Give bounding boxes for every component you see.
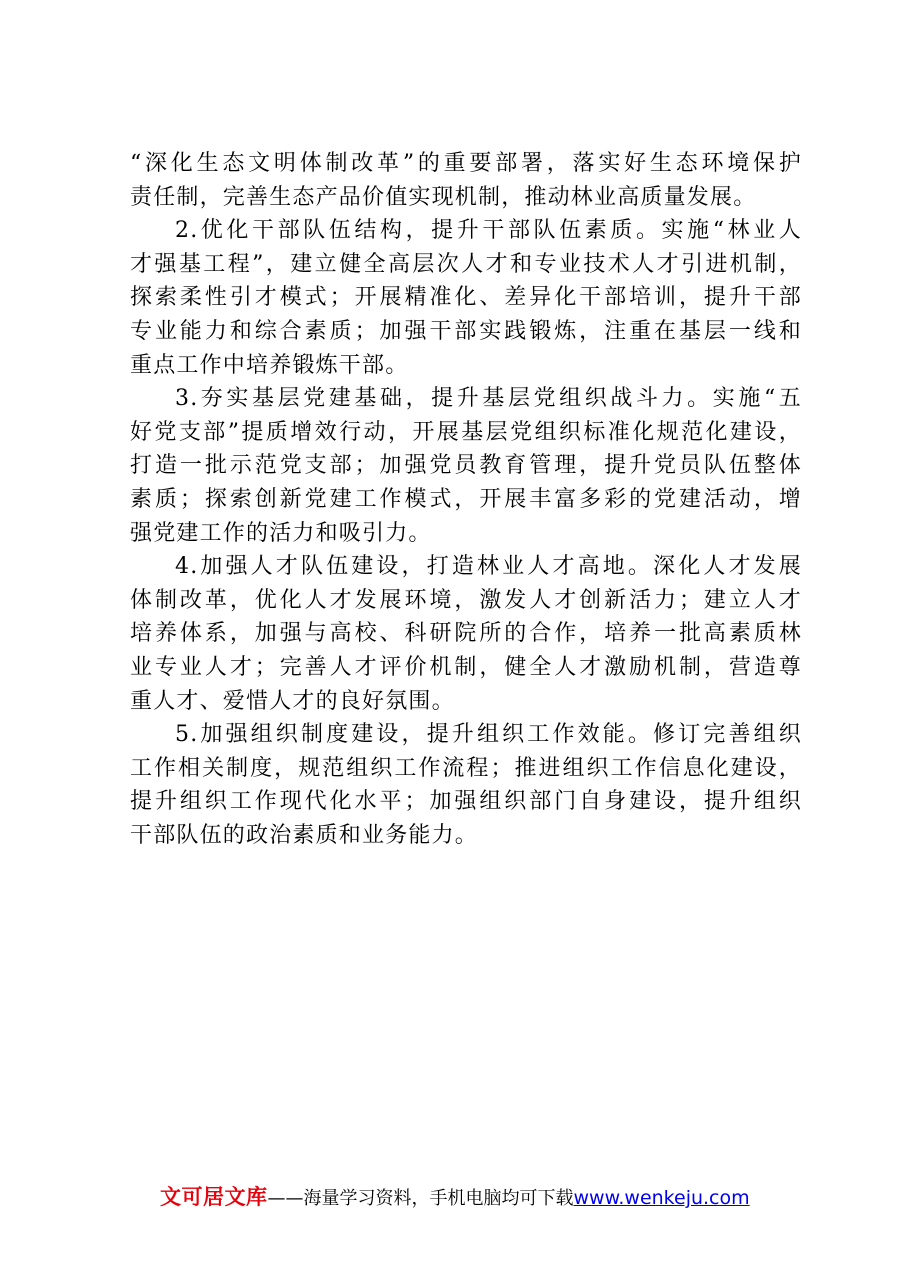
text-line: 专业能力和综合素质；加强干部实践锻炼，注重在基层一线和	[130, 318, 802, 344]
text-line: 业专业人才；完善人才评价机制，健全人才激励机制，营造尊	[130, 654, 802, 680]
footer-tagline: ——海量学习资料，手机电脑均可下载	[267, 1188, 574, 1209]
text-line: 才强基工程”，建立健全高层次人才和专业技术人才引进机制，	[130, 251, 802, 277]
document-body	[130, 147, 802, 852]
text-line: 体制改革，优化人才发展环境，激发人才创新活力；建立人才	[130, 587, 802, 613]
text-line: 2.优化干部队伍结构，提升干部队伍素质。实施“林业人	[175, 218, 802, 244]
paragraph-item-5	[130, 718, 802, 852]
text-line: 探索柔性引才模式；开展精准化、差异化干部培训，提升干部	[130, 285, 802, 311]
text-line: 重人才、爱惜人才的良好氛围。	[130, 688, 455, 714]
text-line: 4.加强人才队伍建设，打造林业人才高地。深化人才发展	[175, 554, 802, 580]
footer-banner	[160, 1183, 800, 1213]
text-line: 5.加强组织制度建设，提升组织工作效能。修订完善组织	[175, 722, 802, 748]
text-line: 素质；探索创新党建工作模式，开展丰富多彩的党建活动，增	[130, 486, 802, 512]
text-line: 打造一批示范党支部；加强党员教育管理，提升党员队伍整体	[130, 453, 802, 479]
footer-link[interactable]: www.wenkeju.com	[573, 1187, 750, 1209]
text-line: 责任制，完善生态产品价值实现机制，推动林业高质量发展。	[130, 184, 757, 210]
text-line: “深化生态文明体制改革”的重要部署，落实好生态环境保护	[130, 151, 802, 176]
paragraph-item-3	[130, 382, 802, 550]
paragraph-item-4	[130, 550, 802, 718]
paragraph-item-2	[130, 214, 802, 382]
text-line: 培养体系，加强与高校、科研院所的合作，培养一批高素质林	[130, 621, 802, 647]
text-line: 3.夯实基层党建基础，提升基层党组织战斗力。实施“五	[175, 386, 802, 412]
paragraph-continuation	[130, 147, 802, 214]
text-line: 强党建工作的活力和吸引力。	[130, 520, 432, 546]
text-line: 干部队伍的政治素质和业务能力。	[130, 822, 479, 848]
text-line: 重点工作中培养锻炼干部。	[130, 352, 409, 378]
text-line: 好党支部”提质增效行动，开展基层党组织标准化规范化建设，	[130, 419, 802, 445]
text-line: 工作相关制度，规范组织工作流程；推进组织工作信息化建设，	[130, 755, 802, 781]
footer-brand: 文可居文库	[160, 1185, 268, 1209]
text-line: 提升组织工作现代化水平；加强组织部门自身建设，提升组织	[130, 789, 802, 815]
